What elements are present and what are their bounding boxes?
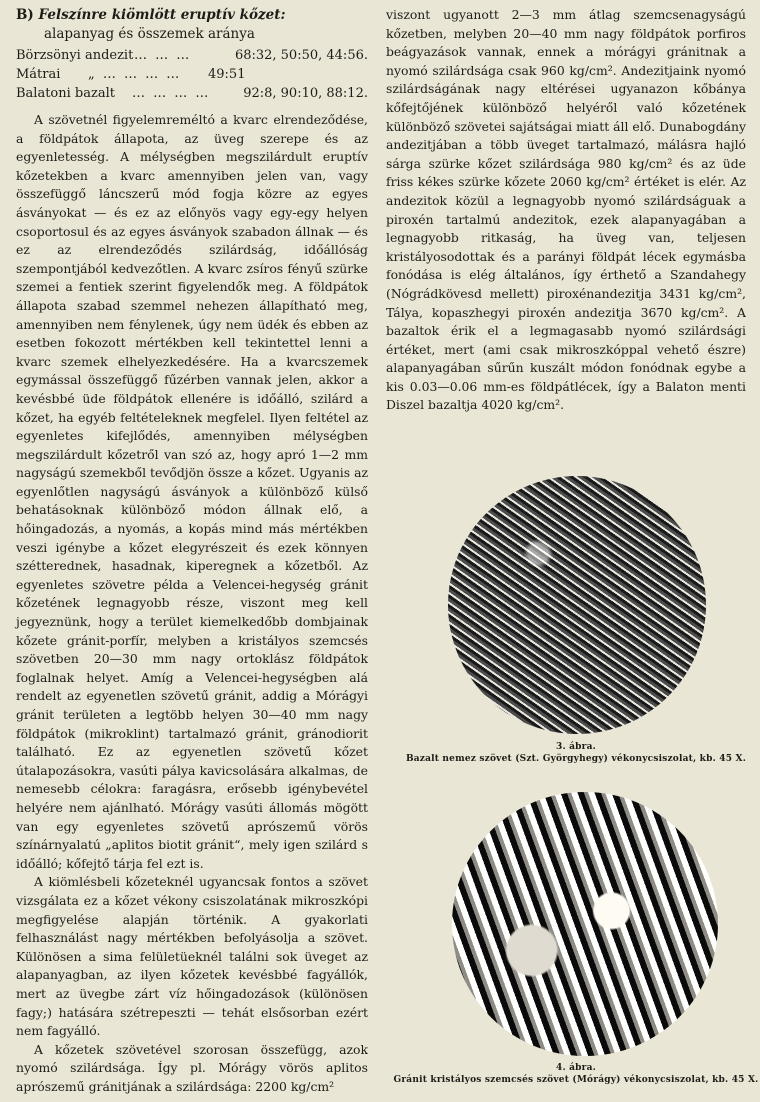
section-subtitle: alapanyag és összemek aránya bbox=[44, 26, 255, 42]
figure-caption-text: Bazalt nemez szövet (Szt. Györgyhegy) vékonycsiszolat, kb. 45 X. bbox=[405, 754, 747, 764]
leader-dots: … … … bbox=[134, 48, 192, 63]
figure-3-caption bbox=[396, 741, 756, 765]
leader-dots: … … … … bbox=[132, 86, 211, 101]
body-paragraph: viszont ugyanott 2—3 mm átlag szemcsenagyságú kőzetben, melyben 20—40 mm nagy földpátok porfiros beágyazások vannak, ennek a mórágyi gránitnak a nyomó szilárdsága csak 960 kg/cm². Andezitjaink nyomó szilárdságának nagy eltérései ugyanazon kőbánya kőfejtőjének különböző helyéről való kőzetének különböző szövetei sajátságai miatt áll elő. Dunabogdány andezitjában a több üveget tartalmazó, málásra hajló sárga szürke kőzet szilárdsága 980 kg/cm² és az üde friss kékes szürke kőzete 2060 kg/cm² értéket is elér. Az andezitok közül a legnagyobb nyomó szilárdságuak a piroxén tartalmú andezitok, ezek alapanyagában a legnagyobb ritkaság, ha üveg van, teljesen kristályosodottak és a parányi földpát lécek egymásba fonódása is elég általános, így érthető a Szandahegy (Nógrádkövesd mellett) piroxénandezitja 3431 kg/cm², Tálya, kopaszhegyi piroxén andezitja 3670 kg/cm². A bazaltok érik el a legmagasabb nyomó szilárdsági értéket, mert (ami csak mikroszkóppal vehető észre) alapanyagában sűrűn kuszált módon fonódnak egybe a kis 0.03—0.06 mm-es földpátlécek, így a Balaton menti Diszel bazaltja 4020 kg/cm². bbox=[386, 7, 746, 413]
figure-caption-text: Gránit kristályos szemcsés szövet (Mórágy) vékonycsiszolat, kb. 45 X. bbox=[393, 1075, 759, 1085]
figure-number: 3. ábra. bbox=[556, 742, 596, 752]
rock-name: Börzsönyi andezit bbox=[16, 48, 134, 63]
ratio-row bbox=[16, 84, 368, 103]
leader-dots: „ … … … … bbox=[88, 67, 182, 82]
section-heading bbox=[16, 6, 368, 25]
section-label: B) bbox=[16, 7, 34, 23]
body-paragraph: A kőzetek szövetével szorosan összefügg, azok nyomó szilárdsága. Így pl. Mórágy vörös aplitos aprószemű gránitjának a szilárdsága: 2200 kg/cm² bbox=[16, 1041, 368, 1094]
left-column bbox=[16, 0, 368, 1096]
rock-name: Mátrai bbox=[16, 67, 61, 82]
ratio-values: 92:8, 90:10, 88:12. bbox=[243, 86, 368, 101]
ratio-values: 49:51 bbox=[208, 67, 246, 82]
rock-name: Balatoni bazalt bbox=[16, 86, 115, 101]
section-title: Felszínre kiömlött eruptív kőzet: bbox=[38, 7, 286, 23]
right-column bbox=[386, 0, 746, 415]
figure-4-micrograph bbox=[452, 792, 718, 1056]
figure-3-micrograph bbox=[448, 476, 706, 734]
ratio-row bbox=[16, 65, 368, 84]
body-paragraph: A kiömlésbeli kőzeteknél ugyancsak fontos a szövet vizsgálata ez a kőzet vékony csiszolatának mikroszkópi megfigyelése alapján történik. A gyakorlati felhasználást nagy mértékben befolyásolja a szövet. Különösen a sima felületüeknél találni sok üveget az alapanyagban, az ilyen kőzetek kevésbbé fagyállók, mert az üvegbe zárt víz hőingadozások (különösen fagy;) hatására szétrepeszti — tehát elsősorban ezért nem fagyálló. bbox=[16, 874, 368, 1039]
body-paragraph: A szövetnél figyelemreméltó a kvarc elrendeződése, a földpátok állapota, az üveg szerepe és az egyenletesség. A mélységben megszilárdult eruptív kőzetekben a kvarc amennyiben jelen van, vagy összefüggő láncszerű mód fogja közre az egyes ásványokat — és ez az előnyös vagy egy-egy helyen csoportosul és az egyes ásványok szabadon állnak — és ez az elrendeződés szilárdság, időállóság szempontjából kedvezőtlen. A kvarc zsíros fényű szürke szemei a fentiek szerint figyelendők meg. A földpátok állapota szabad szemmel nehezen állapítható meg, amennyiben nem fénylenek, úgy nem üdék és ebben az esetben fokozott mértékben kell tekintettel lenni a kvarc szemek elhelyezkedésére. Ha a kvarcszemek egymással összefüggő fűzérben vannak jelen, akkor a kevésbbé üde földpátok ellenére is időálló, szilárd a kőzet, ha egyéb feltételeknek megfelel. Ilyen feltétel az egyenletes kifejlődés, amennyiben mélységben megszilárdult kőzetről van szó az, hogy apró 1—2 mm nagyságú szemekből tevődjön össze a kőzet. Ugyanis az egyenlőtlen nagyságú ásványok a különböző külső behatásoknak különböző módon állnak elő, a hőingadozás, a nyomás, a kopás mind más mértékben veszi igénybe a kőzet elegyrészeit és ezek könnyen szétterednek, hasadnak, kiperegnek a kőzetből. Az egyenletes szövetre példa a Velencei-hegység gránit kőzetének legnagyobb része, viszont meg kell jegyeznünk, hogy a terület kiemelkedőbb dombjainak kőzete gránit-porfír, melyben a kristályos szemcsés szövetben 20—30 mm nagy ortoklász földpátok foglalnak helyet. Amíg a Velencei-hegységben alá rendelt az egyenetlen szövetű gránit, addig a Mórágyi gránit területen a legtöbb helyen 30—40 mm nagy földpátok (mikroklint) tartalmazó gránit, gránodiorit található. Ez az egyenetlen szövetű kőzet útalapozásokra, vasúti pálya kavicsolására alkalmas, de nemesebb célokra: faragásra, erősebb igénybevétel helyére nem ajánlható. Mórágy vasúti állomás mögött van egy egyenletes szövetű aprószemű vörös színárnyalatú „aplitos biotit gránit“, mely igen szilárd s időálló; kőfejtő tárja fel ezt is. bbox=[16, 112, 368, 871]
figure-4-caption bbox=[392, 1062, 760, 1086]
ratio-row bbox=[16, 46, 368, 65]
ratio-values: 68:32, 50:50, 44:56. bbox=[234, 48, 368, 63]
figure-number: 4. ábra. bbox=[556, 1063, 596, 1073]
